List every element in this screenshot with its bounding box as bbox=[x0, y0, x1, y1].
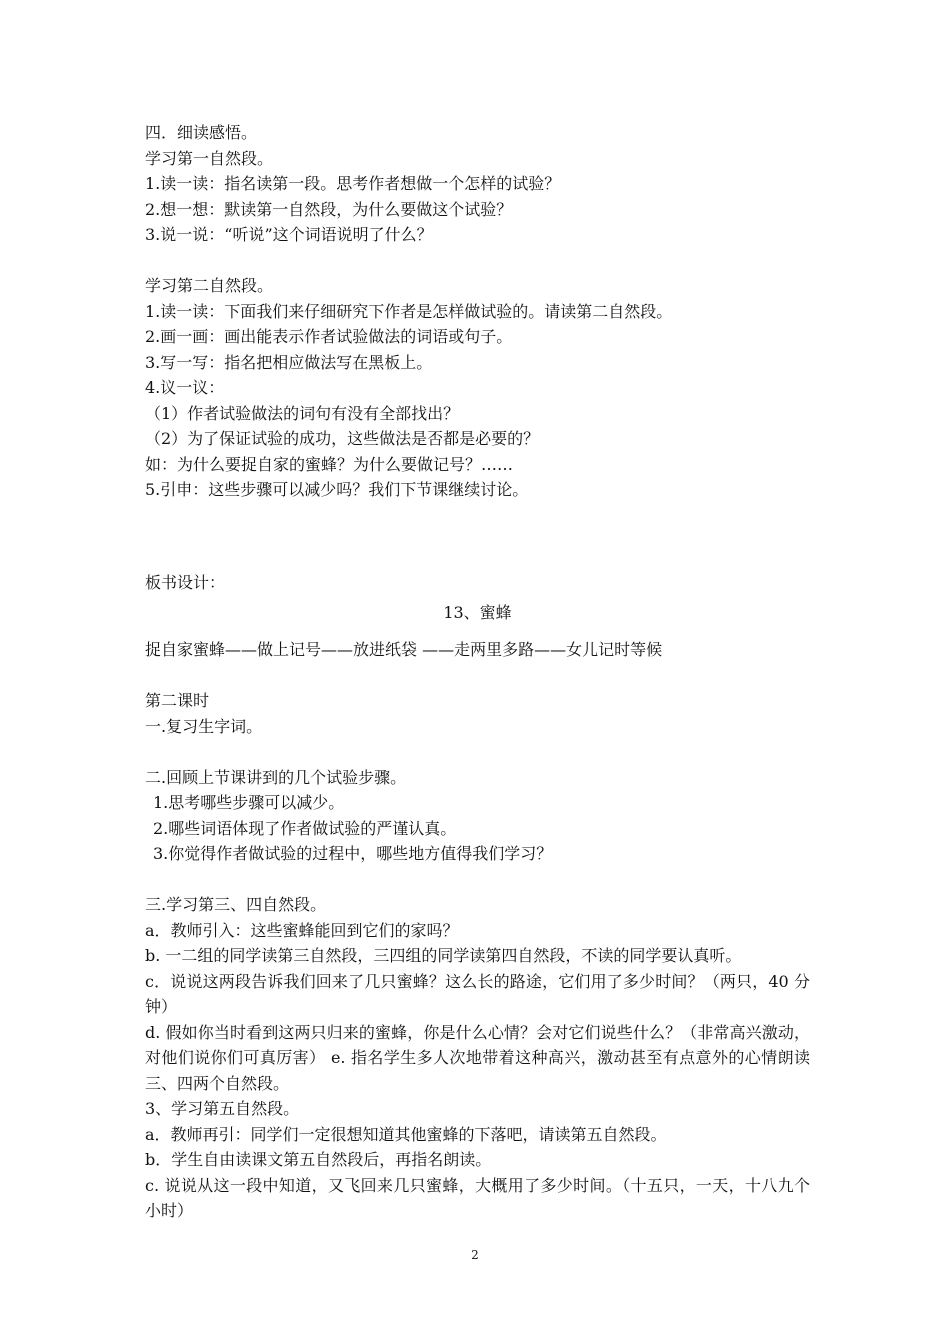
step-heading: 二.回顾上节课讲到的几个试验步骤。 bbox=[145, 767, 407, 787]
board-flow: 捉自家蜜蜂——做上记号——放进纸袋 ——走两里多路——女儿记时等候 bbox=[145, 640, 663, 659]
step-heading: 三.学习第三、四自然段。 bbox=[145, 895, 327, 914]
list-item: 2.想一想：默读第一自然段，为什么要做这个试验？ bbox=[145, 199, 513, 219]
board-design-label: 板书设计： bbox=[145, 573, 226, 592]
list-item: 1.思考哪些步骤可以减少。 bbox=[153, 793, 345, 812]
list-item: 1.读一读：下面我们来仔细研究下作者是怎样做试验的。请读第二自然段。 bbox=[145, 301, 673, 321]
spacer bbox=[145, 503, 810, 529]
spacer bbox=[145, 663, 810, 689]
list-item: b. 一二组的同学读第三自然段，三四组的同学读第四自然段，不读的同学要认真听。 bbox=[145, 946, 742, 965]
list-item: 3.写一写：指名把相应做法写在黑板上。 bbox=[145, 352, 433, 372]
list-item: 如：为什么要捉自家的蜜蜂？为什么要做记号？…… bbox=[145, 454, 514, 474]
board-title: 13、蜜蜂 bbox=[443, 602, 512, 622]
lesson-title: 第二课时 bbox=[145, 691, 210, 710]
list-item: c. 说说从这一段中知道，又飞回来几只蜜蜂，大概用了多少时间。（十五只，一天，十八九个小时） bbox=[145, 1175, 810, 1220]
list-item: 2.哪些词语体现了作者做试验的严谨认真。 bbox=[153, 818, 457, 838]
list-item: 3.你觉得作者做试验的过程中，哪些地方值得我们学习？ bbox=[153, 844, 553, 863]
step-heading: 一.复习生字词。 bbox=[145, 716, 263, 736]
spacer bbox=[145, 248, 810, 274]
list-item: 2.画一画：画出能表示作者试验做法的词语或句子。 bbox=[145, 327, 513, 346]
page-number: 2 bbox=[471, 1248, 479, 1262]
list-item: 1.读一读：指名读第一段。思考作者想做一个怎样的试验？ bbox=[145, 174, 561, 193]
list-item: d. 假如你当时看到这两只归来的蜜蜂，你是什么心情？会对它们说些什么？（非常高兴激动，对他们说你们可真厉害） e. 指名学生多人次地带着这种高兴，激动甚至有点意外的心情朗读三、四两个自然段。 bbox=[145, 1022, 810, 1093]
spacer bbox=[145, 739, 810, 765]
spacer bbox=[145, 867, 810, 893]
list-item: 4.议一议： bbox=[145, 378, 225, 397]
page-content bbox=[145, 120, 810, 1224]
section-heading: 四．细读感悟。 bbox=[145, 123, 258, 142]
list-item: a．教师再引：同学们一定很想知道其他蜜蜂的下落吧，请读第五自然段。 bbox=[145, 1124, 667, 1144]
list-item: 3.说一说：“听说”这个词语说明了什么？ bbox=[145, 225, 433, 244]
list-item: c．说说这两段告诉我们回来了几只蜜蜂？这么长的路途，它们用了多少时间？（两只，40 分钟） bbox=[145, 971, 810, 1016]
step-heading: 3、学习第五自然段。 bbox=[145, 1099, 300, 1118]
list-item: a．教师引入：这些蜜蜂能回到它们的家吗？ bbox=[145, 920, 459, 940]
paragraph-title: 学习第一自然段。 bbox=[145, 148, 274, 168]
list-item: 5.引申：这些步骤可以减少吗？我们下节课继续讨论。 bbox=[145, 480, 529, 499]
paragraph-title: 学习第二自然段。 bbox=[145, 276, 274, 295]
list-item: b．学生自由读课文第五自然段后，再指名朗读。 bbox=[145, 1150, 492, 1169]
list-item: （2）为了保证试验的成功，这些做法是否都是必要的？ bbox=[145, 429, 540, 448]
spacer bbox=[145, 528, 810, 570]
list-item: （1）作者试验做法的词句有没有全部找出？ bbox=[145, 403, 460, 423]
